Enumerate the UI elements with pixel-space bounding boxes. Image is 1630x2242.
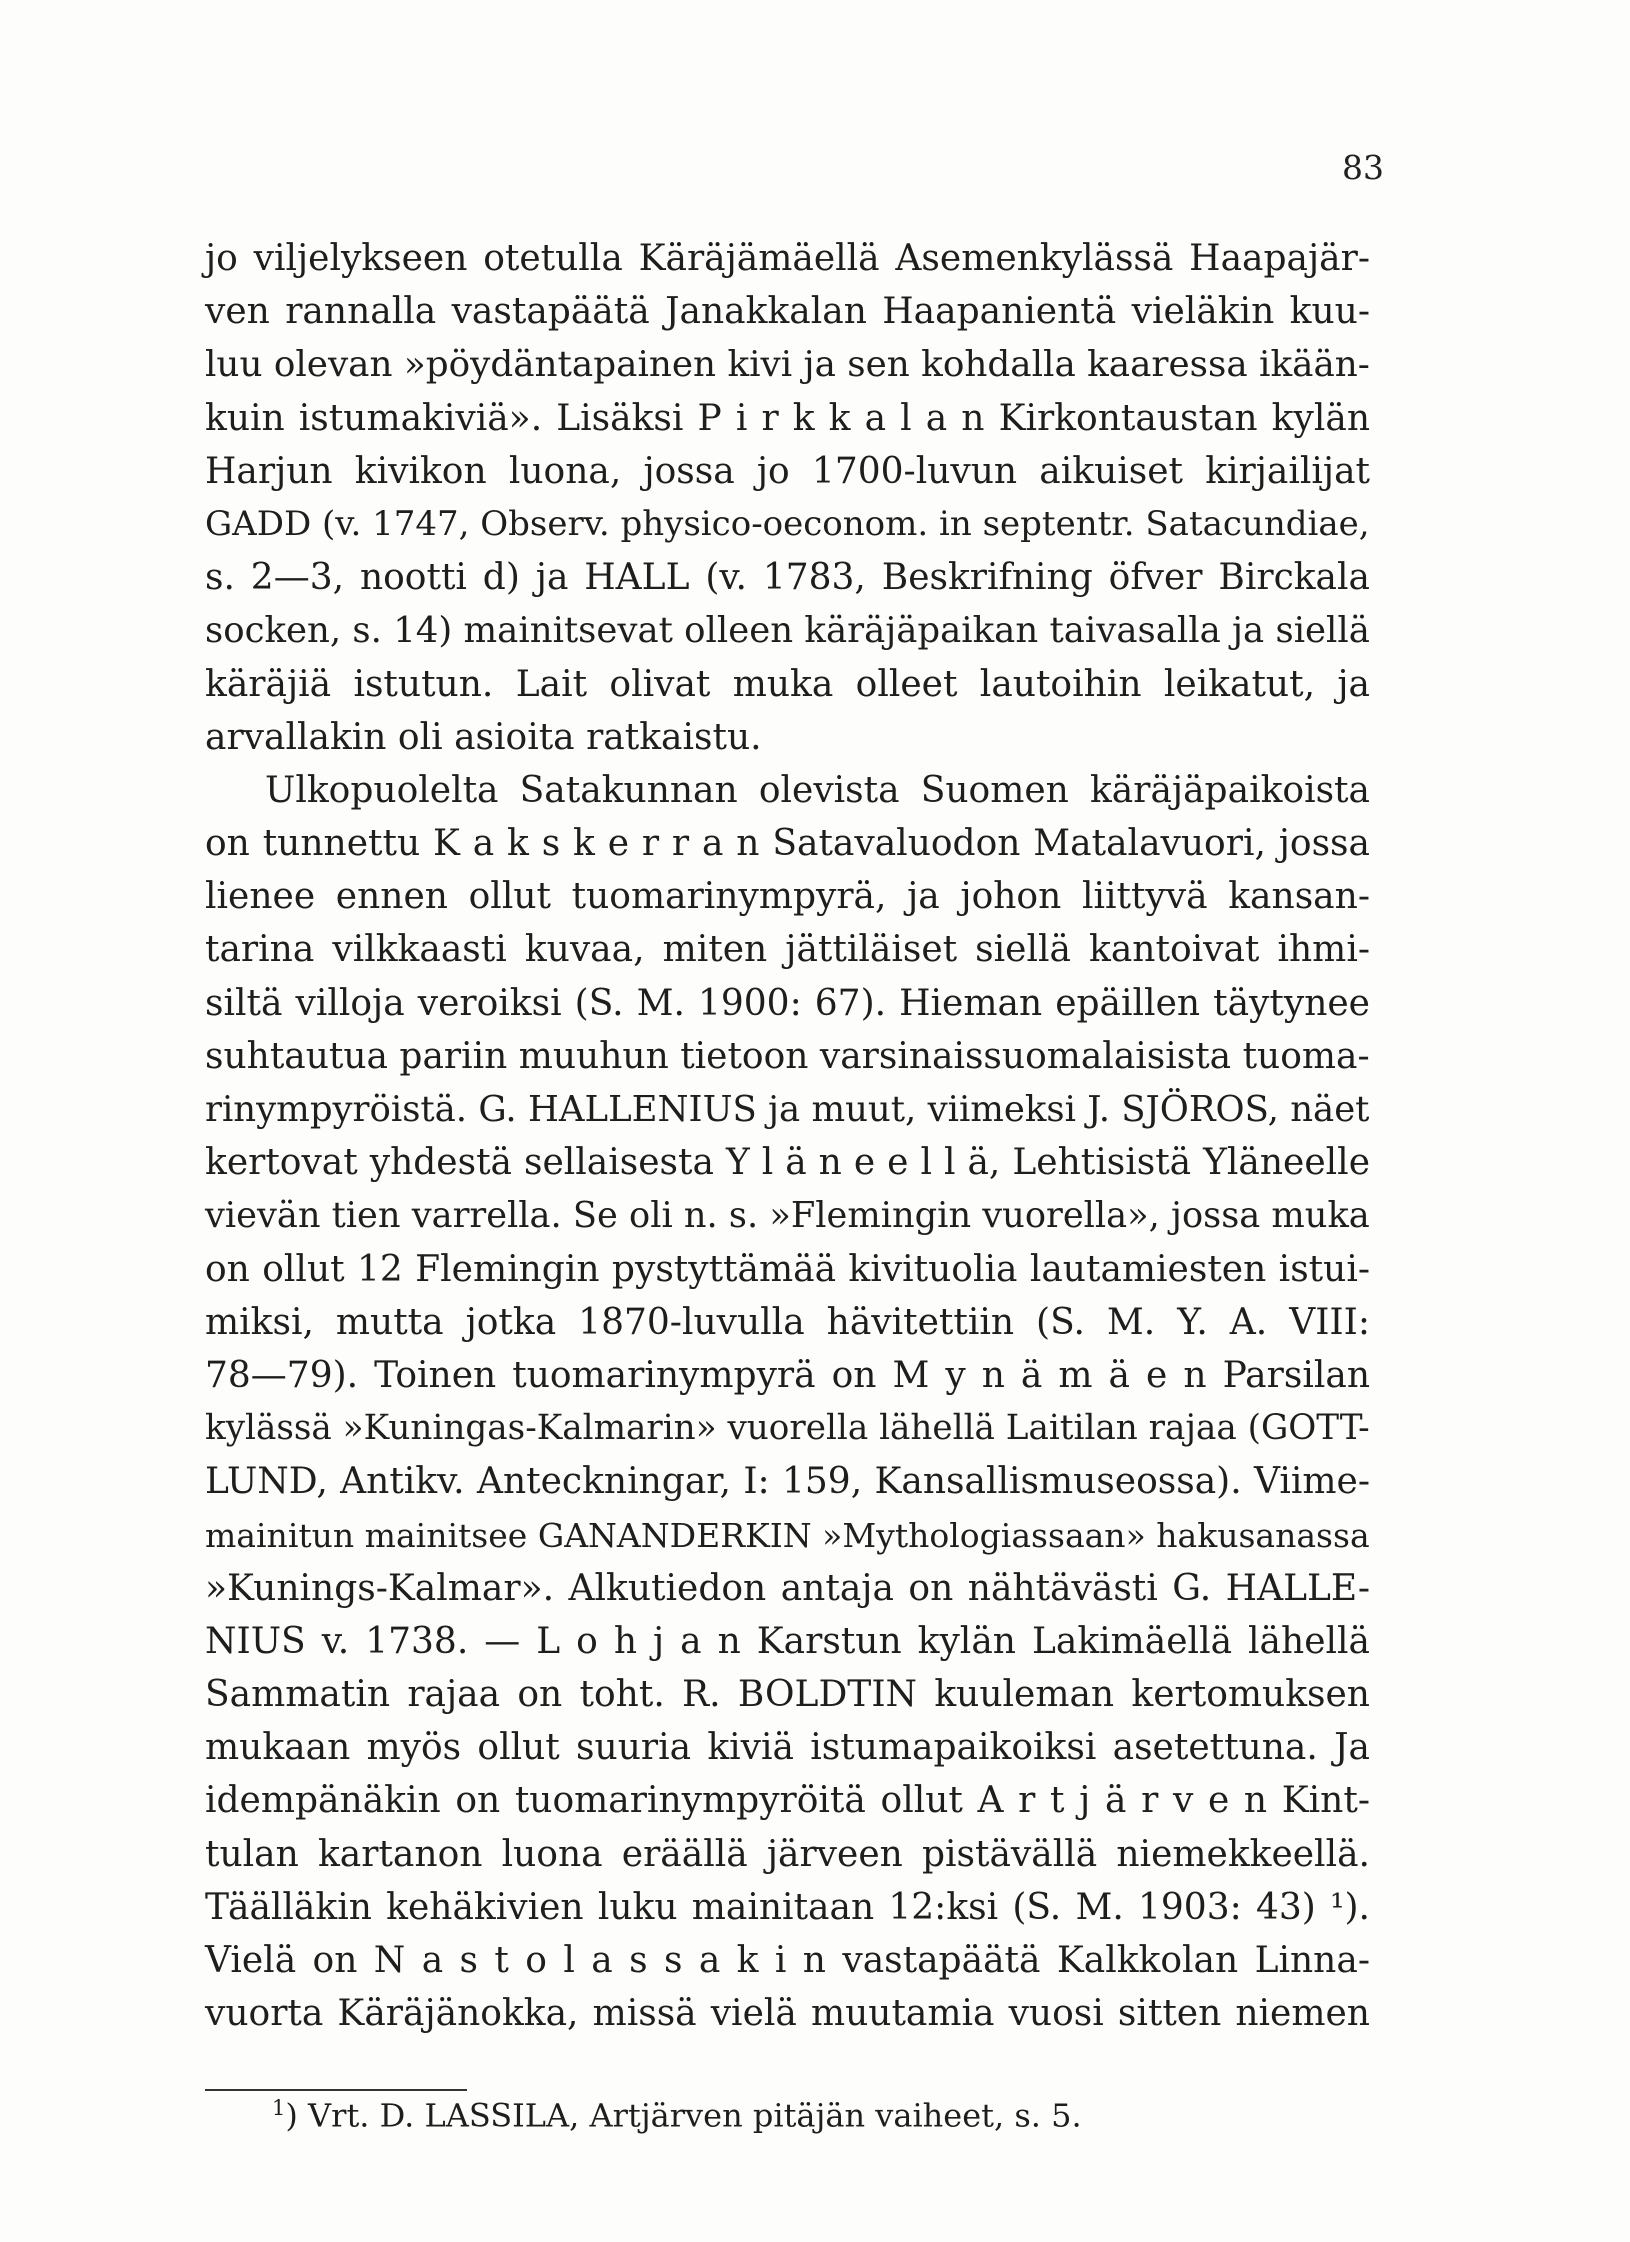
text-line: on tunnettu K a k s k e r r a n Satavaluodon Matalavuori, jossa [205, 823, 1370, 865]
text-line: »Kunings-Kalmar». Alkutiedon antaja on nähtävästi G. HALLE- [205, 1567, 1370, 1609]
text-line: luu olevan »pöydäntapainen kivi ja sen kohdalla kaaressa ikään- [205, 344, 1370, 386]
text-line: on ollut 12 Flemingin pystyttämää kivituolia lautamiesten istui- [205, 1248, 1370, 1290]
text-line: vievän tien varrella. Se oli n. s. »Flemingin vuorella», jossa muka [205, 1195, 1370, 1237]
text-line: kertovat yhdestä sellaisesta Y l ä n e e l l ä, Lehtisistä Yläneelle [205, 1142, 1370, 1184]
text-line: jo viljelykseen otetulla Käräjämäellä Asemenkylässä Haapajär- [205, 238, 1370, 279]
footnote-marker: 1 [272, 2096, 286, 2120]
text-line: s. 2—3, nootti d) ja HALL (v. 1783, Beskrifning öfver Birckala [205, 557, 1370, 599]
footnote-text: ) Vrt. D. LASSILA, Artjärven pitäjän vaiheet, s. 5. [285, 2096, 1082, 2135]
text-line: miksi, mutta jotka 1870-luvulla hävitettiin (S. M. Y. A. VIII: [205, 1301, 1370, 1343]
text-line: mukaan myös ollut suuria kiviä istumapaikoiksi asetettuna. Ja [205, 1727, 1370, 1769]
text-line: rinympyröistä. G. HALLENIUS ja muut, viimeksi J. SJÖROS, näet [205, 1089, 1370, 1130]
text-line: Vielä on N a s t o l a s s a k i n vastapäätä Kalkkolan Linna- [205, 1940, 1370, 1981]
text-line: käräjiä istutun. Lait olivat muka olleet lautoihin leikatut, ja [205, 663, 1370, 705]
text-line: GADD (v. 1747, Observ. physico-oeconom. in septentr. Satacundiae, [205, 503, 1370, 544]
text-line: Sammatin rajaa on toht. R. BOLDTIN kuuleman kertomuksen [205, 1674, 1370, 1716]
text-line: kuin istumakiviä». Lisäksi P i r k k a l a n Kirkontaustan kylän [205, 397, 1370, 439]
text-line: suhtautua pariin muuhun tietoon varsinaissuomalaisista tuoma- [205, 1035, 1370, 1077]
text-line: LUND, Antikv. Anteckningar, I: 159, Kansallismuseossa). Viime- [205, 1461, 1370, 1503]
body-text [205, 232, 1375, 2040]
text-line: tarina vilkkaasti kuvaa, miten jättiläiset siellä kantoivat ihmi- [205, 929, 1370, 971]
text-line: vuorta Käräjänokka, missä vielä muutamia vuosi sitten niemen [205, 1993, 1370, 2035]
text-line: socken, s. 14) mainitsevat olleen käräjäpaikan taivasalla ja siellä [205, 610, 1370, 652]
text-line: Ulkopuolelta Satakunnan olevista Suomen käräjäpaikoista [265, 769, 1370, 811]
text-line: mainitun mainitsee GANANDERKIN »Mythologiassaan» hakusanassa [205, 1515, 1370, 1555]
text-line: Harjun kivikon luona, jossa jo 1700-luvun aikuiset kirjailijat [205, 450, 1370, 492]
page-number: 83 [1342, 148, 1384, 187]
text-line: lienee ennen ollut tuomarinympyrä, ja johon liittyvä kansan- [205, 876, 1370, 918]
text-line: 78—79). Toinen tuomarinympyrä on M y n ä m ä e n Parsilan [205, 1354, 1370, 1396]
text-line: idempänäkin on tuomarinympyröitä ollut A r t j ä r v e n Kint- [205, 1780, 1370, 1822]
text-line: siltä villoja veroiksi (S. M. 1900: 67). Hieman epäillen täytynee [205, 982, 1370, 1024]
text-line: tulan kartanon luona eräällä järveen pistävällä niemekkeellä. [205, 1833, 1370, 1875]
text-line: kylässä »Kuningas-Kalmarin» vuorella lähellä Laitilan rajaa (GOTT- [205, 1408, 1370, 1449]
text-line: ven rannalla vastapäätä Janakkalan Haapanientä vieläkin kuu- [205, 291, 1370, 333]
text-line: NIUS v. 1738. — L o h j a n Karstun kylän Lakimäellä lähellä [205, 1620, 1370, 1662]
text-line: arvallakin oli asioita ratkaistu. [205, 716, 762, 758]
text-line: Täälläkin kehäkivien luku mainitaan 12:ksi (S. M. 1903: 43) ¹). [205, 1886, 1370, 1928]
footnote [272, 2082, 1082, 2142]
